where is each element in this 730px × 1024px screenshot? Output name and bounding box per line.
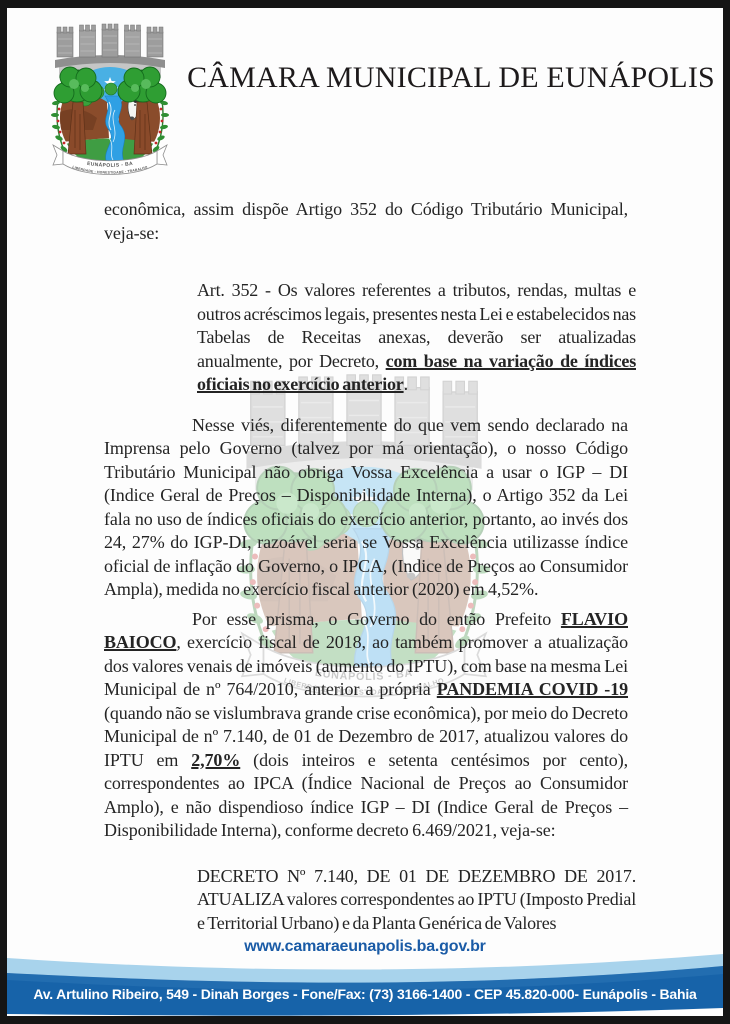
document-page	[7, 8, 723, 1016]
footer-address: Av. Artulino Ribeiro, 549 - Dinah Borges - Fone/Fax: (73) 3166-1400 - CEP 45.820-000- Eunápolis - Bahia	[33, 986, 697, 1002]
quote-block: DECRETO Nº 7.140, DE 01 DE DEZEMBRO DE 2017. ATUALIZA valores correspondentes ao IPTU (Imposto Predial e Territorial Urbano) e da Planta Genérica de Valores	[197, 865, 636, 933]
footer-banner	[7, 952, 723, 1016]
document-body	[104, 198, 636, 935]
page-title: CÂMARA MUNICIPAL DE EUNÁPOLIS	[187, 61, 715, 94]
quote-block: Art. 352 - Os valores referentes a tributos, rendas, multas e outros acréscimos legais, presentes nesta Lei e estabelecidos nas Tabelas de Receitas anexas, deverão ser atualizadas anualmente, por Decreto, com base na variação de índices oficiais no exercício anterior.	[197, 280, 636, 394]
paragraph: Por esse prisma, o Governo do então Prefeito FLAVIO BAIOCO, exercício fiscal de 2018, ao também promover a atualização dos valores venais de imóveis (aumento do IPTU), com base na mesma Lei Municipal de nº 764/2010, anterior a própria PANDEMIA COVID -19 (quando não se vislumbrava grande crise econômica), por meio do Decreto Municipal de nº 7.140, de 01 de Dezembro de 2017, atualizou valores do IPTU em 2,70% (dois inteiros e setenta centésimos por cento), correspondentes ao IPCA (Índice Nacional de Preços ao Consumidor Amplo), e não dispendioso índice IGP – DI (Indice Geral de Preços – Disponibilidade Interna), conforme decreto 6.469/2021, veja-se:	[104, 608, 629, 840]
paragraph: econômica, assim dispõe Artigo 352 do Código Tributário Municipal, veja-se:	[104, 199, 628, 243]
footer	[7, 934, 723, 1016]
footer-website: www.camaraeunapolis.ba.gov.br	[244, 938, 486, 955]
paragraph: Nesse viés, diferentemente do que vem sendo declarado na Imprensa pelo Governo (talvez por má orientação), o nosso Código Tributário Municipal não obriga Vossa Excelência a usar o IGP – DI (Indice Geral de Preços – Disponibilidade Interna), o Artigo 352 da Lei fala no uso de índices oficiais do exercício anterior, portanto, ao invés dos 24, 27% do IGP-DI, razoável seria se Vossa Excelência utilizasse índice oficial de inflação do Governo, o IPCA, (Indice de Preços ao Consumidor Ampla), medida no exercício fiscal anterior (2020) em 4,52%.	[104, 414, 628, 599]
municipal-coat-of-arms	[45, 18, 175, 178]
